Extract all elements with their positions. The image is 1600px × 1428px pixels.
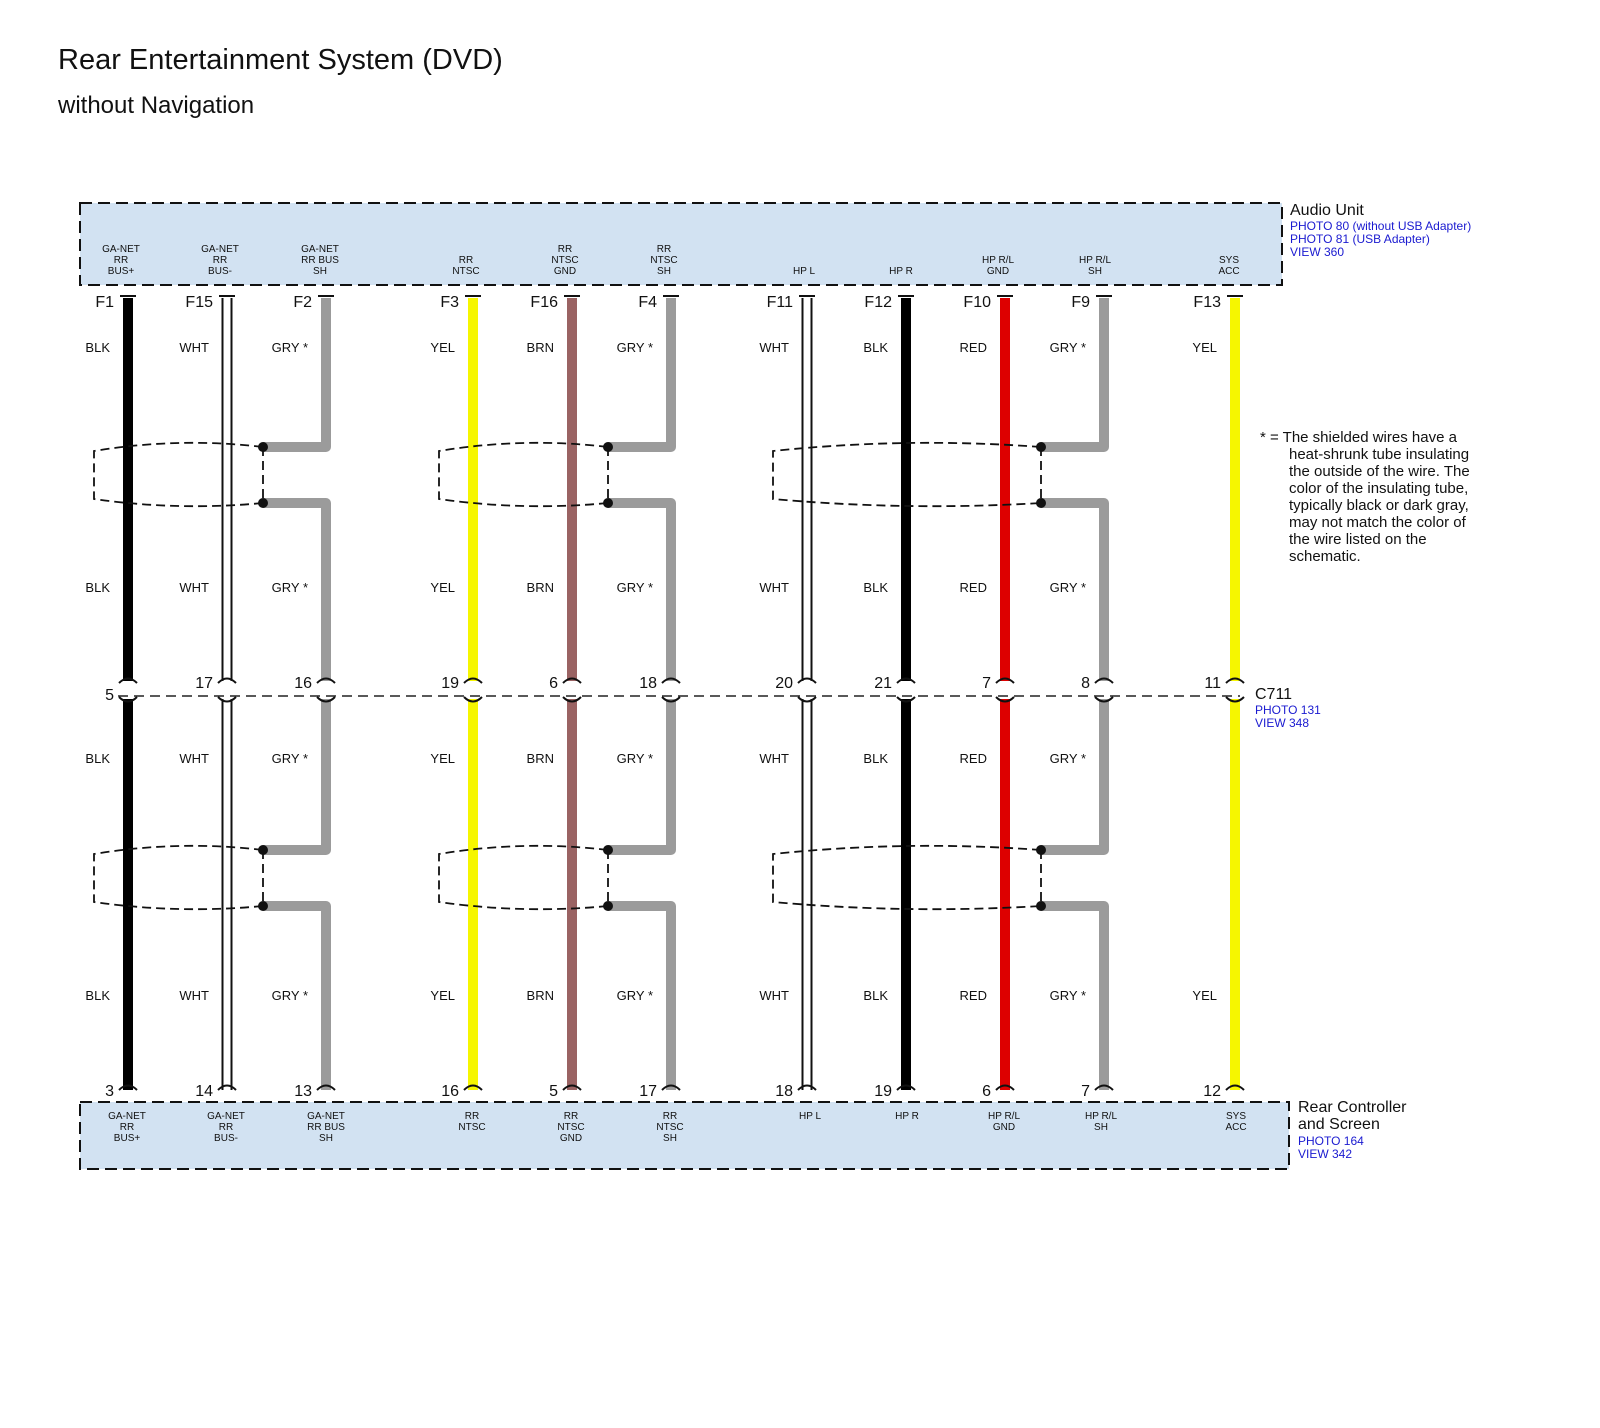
rear-controller-signal-label: RR <box>662 1111 678 1122</box>
rear-controller-signal-label: GA-NET <box>307 1111 345 1122</box>
shield-drain-wire <box>1041 298 1104 447</box>
wire-color-label: GRY * <box>616 580 653 595</box>
shield-note-line: typically black or dark gray, <box>1289 497 1469 514</box>
wire-color-label: BLK <box>863 340 888 355</box>
rear-controller-signal-label: HP R/L <box>1084 1111 1118 1122</box>
rear-controller-signal-label: RR <box>464 1111 480 1122</box>
wire-color-label: BRN <box>526 340 554 355</box>
c711-pin-number: 20 <box>775 675 793 692</box>
rear-controller-pin-number: 17 <box>639 1083 657 1100</box>
wire-color-label: GRY * <box>271 580 308 595</box>
audio-unit-pin-number: F13 <box>1193 294 1221 311</box>
shield-splice-dot <box>1036 845 1046 855</box>
wire-color-label: GRY * <box>271 751 308 766</box>
audio-unit-signal-label: HP R/L <box>1078 255 1112 266</box>
wire-color-label: BLK <box>85 580 110 595</box>
wire-color-label: BLK <box>863 580 888 595</box>
rear-controller-pin-number: 12 <box>1203 1083 1221 1100</box>
shield-splice-dot <box>603 901 613 911</box>
shield-splice-dot <box>1036 498 1046 508</box>
c711-pin-number: 8 <box>1081 675 1090 692</box>
audio-unit-signal-label: RR <box>212 255 228 266</box>
wire-color-label: BRN <box>526 580 554 595</box>
audio-unit-signal-label: ACC <box>1218 266 1240 277</box>
rear-controller-signal-label: HP L <box>798 1111 822 1122</box>
rear-controller-signal-label: SH <box>663 1133 677 1144</box>
page-subtitle: without Navigation <box>58 92 255 119</box>
shield-tube <box>439 846 608 909</box>
wire-color-label: WHT <box>759 751 789 766</box>
audio-unit-signal-label: HP L <box>792 266 816 277</box>
wire-color-label: YEL <box>430 580 455 595</box>
shield-splice-dot <box>258 901 268 911</box>
shield-tube <box>439 443 608 506</box>
shield-note-line: the wire listed on the <box>1289 531 1427 548</box>
shield-note-line: * = The shielded wires have a <box>1260 429 1457 446</box>
audio-unit-ref: VIEW 360 <box>1290 245 1345 259</box>
shield-note-line: the outside of the wire. The <box>1289 463 1470 480</box>
wire-color-label: WHT <box>179 580 209 595</box>
rear-controller-signal-label: BUS- <box>214 1133 238 1144</box>
shield-drain-wire <box>608 298 671 447</box>
shield-note-line: may not match the color of <box>1289 514 1466 531</box>
c711-pin-number: 17 <box>195 675 213 692</box>
shield-splice-dot <box>603 442 613 452</box>
rear-controller-signal-label: GA-NET <box>108 1111 146 1122</box>
c711-pin-number: 19 <box>441 675 459 692</box>
wire-color-label: BLK <box>863 988 888 1003</box>
rear-controller-signal-label: NTSC <box>557 1122 585 1133</box>
audio-unit-pin-number: F4 <box>638 294 657 311</box>
audio-unit-signal-label: NTSC <box>650 255 678 266</box>
rear-controller-signal-label: SYS <box>1225 1111 1247 1122</box>
wire-color-label: GRY * <box>1049 580 1086 595</box>
audio-unit-pin-number: F1 <box>95 294 114 311</box>
audio-unit-signal-label: SH <box>313 266 327 277</box>
wire-color-label: GRY * <box>1049 340 1086 355</box>
shield-drain-wire <box>608 699 671 850</box>
wire-color-label: YEL <box>1192 340 1217 355</box>
shield-note-line: schematic. <box>1289 548 1361 565</box>
audio-unit-signal-label: SYS <box>1218 255 1240 266</box>
wire-color-label: YEL <box>1192 988 1217 1003</box>
rear-controller-pin-number: 13 <box>294 1083 312 1100</box>
c711-ref: PHOTO 131 <box>1255 703 1321 717</box>
shield-splice-dot <box>258 442 268 452</box>
audio-unit-signal-label: NTSC <box>452 266 480 277</box>
audio-unit-pin-number: F11 <box>766 294 793 311</box>
audio-unit-signal-label: GA-NET <box>201 244 239 255</box>
audio-unit-signal-label: SH <box>1088 266 1102 277</box>
wire-color-label: RED <box>959 580 987 595</box>
label-layer <box>85 244 1246 1144</box>
rear-controller-signal-label: RR <box>563 1111 579 1122</box>
wire-color-label: BRN <box>526 988 554 1003</box>
rear-controller-pin-number: 16 <box>441 1083 459 1100</box>
audio-unit-ref: PHOTO 81 (USB Adapter) <box>1290 232 1430 246</box>
audio-unit-signal-label: RR <box>458 255 474 266</box>
wire-color-label: WHT <box>759 580 789 595</box>
wire-color-label: BRN <box>526 751 554 766</box>
wire-color-label: BLK <box>85 988 110 1003</box>
wire-color-label: YEL <box>430 340 455 355</box>
wire-color-label: BLK <box>85 751 110 766</box>
audio-unit-signal-label: BUS- <box>208 266 232 277</box>
audio-unit-pin-number: F15 <box>185 294 213 311</box>
c711-pin-number: 16 <box>294 675 312 692</box>
shield-drain-wire <box>263 699 326 850</box>
shield-tube <box>94 846 263 909</box>
wire-color-label: BLK <box>85 340 110 355</box>
audio-unit-pin-number: F10 <box>963 294 991 311</box>
wire-color-label: YEL <box>430 751 455 766</box>
audio-unit-pin-number: F9 <box>1071 294 1090 311</box>
c711-pin-number: 5 <box>105 687 114 704</box>
rear-controller-signal-label: RR <box>119 1122 135 1133</box>
wire-color-label: GRY * <box>271 340 308 355</box>
rear-controller-signal-label: RR <box>218 1122 234 1133</box>
page-title: Rear Entertainment System (DVD) <box>58 44 503 76</box>
shield-note-line: color of the insulating tube, <box>1289 480 1469 497</box>
rear-controller-ref: PHOTO 164 <box>1298 1134 1364 1148</box>
wire-color-label: RED <box>959 340 987 355</box>
wire-color-label: GRY * <box>1049 988 1086 1003</box>
audio-unit-pin-number: F12 <box>864 294 892 311</box>
audio-unit-name: Audio Unit <box>1290 202 1364 219</box>
c711-ref: VIEW 348 <box>1255 716 1310 730</box>
rear-controller-signal-label: RR BUS <box>307 1122 345 1133</box>
shield-splice-dot <box>1036 901 1046 911</box>
wire-color-label: WHT <box>179 751 209 766</box>
shield-note-line: heat-shrunk tube insulating <box>1289 446 1470 463</box>
rear-controller-signal-label: BUS+ <box>113 1133 141 1144</box>
audio-unit-signal-label: GND <box>553 266 577 277</box>
rear-controller-signal-label: HP R/L <box>987 1111 1021 1122</box>
rear-controller-signal-label: NTSC <box>656 1122 684 1133</box>
rear-controller-pin-number: 18 <box>775 1083 793 1100</box>
rear-controller-ref: VIEW 342 <box>1298 1147 1353 1161</box>
wire-color-label: GRY * <box>616 751 653 766</box>
audio-unit-signal-label: RR <box>557 244 573 255</box>
c711-pin-number: 11 <box>1204 675 1221 692</box>
rear-controller-pin-number: 7 <box>1081 1083 1090 1100</box>
c711-pin-number: 7 <box>982 675 991 692</box>
c711-pin-number: 18 <box>639 675 657 692</box>
audio-unit-signal-label: GA-NET <box>102 244 140 255</box>
audio-unit-signal-label: HP R <box>889 266 913 277</box>
audio-unit-signal-label: GND <box>986 266 1010 277</box>
shield-splice-dot <box>603 845 613 855</box>
shield-splice-dot <box>1036 442 1046 452</box>
audio-unit-signal-label: RR <box>113 255 129 266</box>
rear-controller-signal-label: HP R <box>895 1111 919 1122</box>
audio-unit-pin-number: F2 <box>293 294 312 311</box>
c711-name: C711 <box>1255 686 1293 703</box>
wire-color-label: WHT <box>179 340 209 355</box>
wire-color-label: BLK <box>863 751 888 766</box>
rear-controller-signal-label: GND <box>559 1133 583 1144</box>
rear-controller-signal-label: NTSC <box>458 1122 486 1133</box>
wire-layer <box>94 296 1244 1090</box>
rear-controller-signal-label: ACC <box>1225 1122 1247 1133</box>
rear-controller-pin-number: 14 <box>195 1083 213 1100</box>
shield-splice-dot <box>603 498 613 508</box>
shield-splice-dot <box>258 845 268 855</box>
wire-color-label: RED <box>959 988 987 1003</box>
shield-drain-wire <box>263 298 326 447</box>
wire-color-label: GRY * <box>616 340 653 355</box>
shield-splice-dot <box>258 498 268 508</box>
audio-unit-signal-label: GA-NET <box>301 244 339 255</box>
c711-pin-number: 21 <box>874 675 892 692</box>
audio-unit-pin-number: F16 <box>530 294 558 311</box>
audio-unit-signal-label: BUS+ <box>107 266 135 277</box>
rear-controller-pin-number: 6 <box>982 1083 991 1100</box>
c711-pin-number: 6 <box>549 675 558 692</box>
rear-controller-signal-label: GND <box>992 1122 1016 1133</box>
rear-controller-signal-label: SH <box>319 1133 333 1144</box>
rear-controller-name: and Screen <box>1298 1116 1380 1133</box>
rear-controller-name: Rear Controller <box>1298 1099 1407 1116</box>
audio-unit-pin-number: F3 <box>440 294 459 311</box>
rear-controller-signal-label: GA-NET <box>207 1111 245 1122</box>
wire-color-label: GRY * <box>616 988 653 1003</box>
wire-color-label: WHT <box>179 988 209 1003</box>
rear-controller-pin-number: 19 <box>874 1083 892 1100</box>
audio-unit-signal-label: RR <box>656 244 672 255</box>
audio-unit-ref: PHOTO 80 (without USB Adapter) <box>1290 219 1472 233</box>
shield-drain-wire <box>1041 699 1104 850</box>
wire-color-label: RED <box>959 751 987 766</box>
audio-unit-signal-label: HP R/L <box>981 255 1015 266</box>
wire-color-label: GRY * <box>271 988 308 1003</box>
shield-tube <box>94 443 263 506</box>
wire-color-label: WHT <box>759 340 789 355</box>
wire-color-label: GRY * <box>1049 751 1086 766</box>
audio-unit-signal-label: SH <box>657 266 671 277</box>
audio-unit-signal-label: NTSC <box>551 255 579 266</box>
wire-color-label: WHT <box>759 988 789 1003</box>
rear-controller-pin-number: 5 <box>549 1083 558 1100</box>
rear-controller-pin-number: 3 <box>105 1083 114 1100</box>
audio-unit-signal-label: RR BUS <box>301 255 339 266</box>
rear-controller-signal-label: SH <box>1094 1122 1108 1133</box>
wire-color-label: YEL <box>430 988 455 1003</box>
